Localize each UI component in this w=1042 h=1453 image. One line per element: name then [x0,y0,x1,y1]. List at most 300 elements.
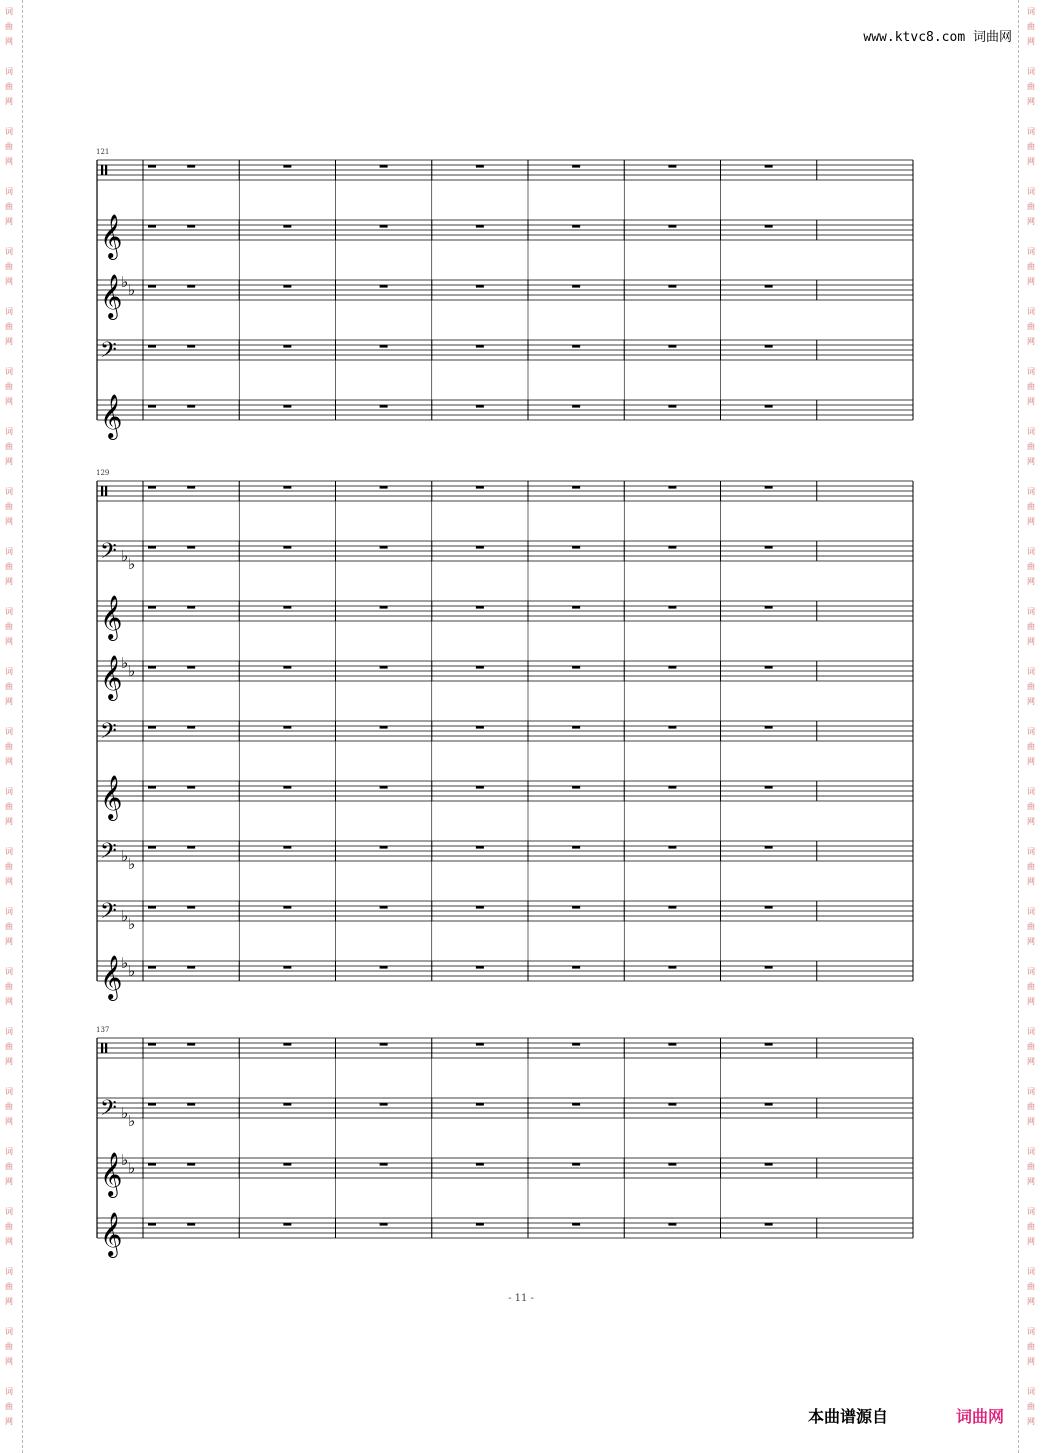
watermark-char: 曲 [5,982,13,991]
whole-rest [283,786,291,789]
whole-rest [148,285,156,288]
whole-rest [187,345,195,348]
whole-rest [148,666,156,669]
whole-rest [283,285,291,288]
watermark-char: 网 [1027,1177,1035,1186]
watermark-char: 曲 [5,1342,13,1351]
whole-rest [765,726,773,729]
whole-rest [380,1103,388,1106]
watermark-char: 词 [5,67,13,76]
watermark-char: 网 [5,1057,13,1066]
watermark-char: 网 [5,1357,13,1366]
treble-clef: 𝄞 [100,595,123,639]
watermark-char: 网 [5,37,13,46]
watermark-char: 网 [5,817,13,826]
watermark-char: 词 [5,487,13,496]
whole-rest [148,966,156,969]
watermark-char: 曲 [1027,922,1035,931]
watermark-char: 词 [1027,787,1035,796]
watermark-char: 曲 [5,922,13,931]
page-number: - 11 - [508,1293,534,1304]
watermark-char: 词 [5,667,13,676]
whole-rest [380,786,388,789]
watermark-char: 网 [1027,517,1035,526]
watermark-char: 词 [5,307,13,316]
watermark-char: 曲 [5,682,13,691]
watermark-char: 网 [1027,577,1035,586]
whole-rest [765,225,773,228]
key-signature-flat: ♭ [128,662,136,680]
watermark-char: 词 [5,1087,13,1096]
watermark-char: 曲 [5,1162,13,1171]
whole-rest [148,606,156,609]
whole-rest [572,405,580,408]
watermark-char: 网 [5,757,13,766]
watermark-char: 曲 [5,1102,13,1111]
whole-rest [668,1163,676,1166]
whole-rest [148,786,156,789]
watermark-char: 曲 [1027,682,1035,691]
site-url-link[interactable]: www.ktvc8.com [863,30,966,45]
whole-rest [187,405,195,408]
watermark-char: 词 [5,427,13,436]
whole-rest [148,906,156,909]
whole-rest [476,165,484,168]
treble-clef: 𝄞 [100,775,123,819]
watermark-char: 网 [5,157,13,166]
whole-rest [765,1043,773,1046]
whole-rest [668,1103,676,1106]
percussion-clef [105,165,107,175]
whole-rest [187,486,195,489]
watermark-char: 网 [1027,1417,1035,1426]
whole-rest [148,486,156,489]
whole-rest [572,546,580,549]
whole-rest [572,666,580,669]
whole-rest [187,966,195,969]
watermark-char: 网 [5,277,13,286]
bass-clef: 𝄢 [100,839,117,869]
watermark-char: 网 [5,1297,13,1306]
watermark-char: 网 [5,697,13,706]
watermark-char: 词 [1027,727,1035,736]
watermark-char: 词 [1027,1087,1035,1096]
watermark-char: 词 [5,1147,13,1156]
watermark-char: 网 [5,217,13,226]
whole-rest [668,606,676,609]
bass-clef: 𝄢 [100,1096,117,1126]
whole-rest [380,966,388,969]
whole-rest [765,666,773,669]
watermark-char: 曲 [5,82,13,91]
whole-rest [187,906,195,909]
watermark-char: 词 [1027,1267,1035,1276]
whole-rest [476,1043,484,1046]
whole-rest [148,1103,156,1106]
watermark-char: 曲 [1027,1342,1035,1351]
bass-clef: 𝄢 [100,338,117,368]
whole-rest [148,165,156,168]
watermark-char: 网 [1027,877,1035,886]
watermark-char: 曲 [1027,1102,1035,1111]
whole-rest [572,165,580,168]
watermark-char: 曲 [1027,142,1035,151]
whole-rest [668,165,676,168]
whole-rest [380,666,388,669]
watermark-char: 曲 [5,622,13,631]
watermark-char: 词 [5,1207,13,1216]
whole-rest [765,345,773,348]
watermark-char: 曲 [5,202,13,211]
site-name: 词曲网 [972,30,1012,45]
whole-rest [668,786,676,789]
watermark-char: 曲 [5,1402,13,1411]
watermark-char: 词 [5,187,13,196]
watermark-char: 曲 [1027,742,1035,751]
whole-rest [283,225,291,228]
watermark-char: 网 [5,997,13,1006]
watermark-char: 网 [1027,157,1035,166]
percussion-clef [105,1043,107,1053]
whole-rest [572,345,580,348]
whole-rest [476,486,484,489]
watermark-char: 网 [1027,1237,1035,1246]
whole-rest [476,606,484,609]
key-signature-flat: ♭ [121,954,129,972]
whole-rest [283,966,291,969]
whole-rest [380,606,388,609]
watermark-char: 曲 [1027,982,1035,991]
whole-rest [572,1223,580,1226]
bass-clef: 𝄢 [100,899,117,929]
watermark-char: 词 [1027,667,1035,676]
whole-rest [572,966,580,969]
watermark-char: 曲 [5,802,13,811]
watermark-char: 曲 [1027,202,1035,211]
whole-rest [765,966,773,969]
percussion-clef [105,486,107,496]
watermark-char: 词 [5,847,13,856]
whole-rest [572,606,580,609]
whole-rest [380,546,388,549]
whole-rest [148,1223,156,1226]
whole-rest [148,846,156,849]
watermark-char: 词 [1027,907,1035,916]
watermark-char: 网 [5,1237,13,1246]
whole-rest [668,966,676,969]
percussion-clef [101,486,103,496]
whole-rest [148,1163,156,1166]
whole-rest [572,1043,580,1046]
watermark-char: 曲 [5,442,13,451]
key-signature-flat: ♭ [128,915,136,933]
watermark-char: 网 [1027,937,1035,946]
watermark-char: 曲 [1027,862,1035,871]
whole-rest [668,405,676,408]
whole-rest [668,666,676,669]
watermark-char: 网 [1027,1057,1035,1066]
key-signature-flat: ♭ [121,654,129,672]
watermark-char: 网 [1027,817,1035,826]
whole-rest [187,786,195,789]
whole-rest [668,225,676,228]
watermark-char: 词 [5,907,13,916]
watermark-char: 网 [5,937,13,946]
whole-rest [187,846,195,849]
whole-rest [187,1043,195,1046]
percussion-clef [101,1043,103,1053]
whole-rest [572,786,580,789]
watermark-char: 网 [1027,997,1035,1006]
watermark-char: 网 [1027,337,1035,346]
watermark-char: 网 [5,877,13,886]
treble-clef: 𝄞 [100,1152,123,1196]
watermark-char: 曲 [5,1042,13,1051]
watermark-char: 词 [1027,1027,1035,1036]
watermark-char: 曲 [5,262,13,271]
watermark-char: 网 [1027,217,1035,226]
key-signature-flat: ♭ [121,1151,129,1169]
whole-rest [283,1043,291,1046]
whole-rest [476,225,484,228]
watermark-char: 曲 [1027,1402,1035,1411]
measure-number: 129 [96,469,110,477]
whole-rest [187,285,195,288]
whole-rest [380,165,388,168]
whole-rest [572,1163,580,1166]
key-signature-flat: ♭ [128,855,136,873]
treble-clef: 𝄞 [100,214,123,258]
key-signature-flat: ♭ [128,962,136,980]
watermark-char: 词 [5,967,13,976]
whole-rest [668,1043,676,1046]
whole-rest [148,546,156,549]
whole-rest [476,546,484,549]
footer-brand-link[interactable]: 词曲网 [956,1407,1005,1426]
key-signature-flat: ♭ [128,555,136,573]
whole-rest [283,546,291,549]
watermark-char: 词 [1027,367,1035,376]
watermark-char: 网 [1027,757,1035,766]
watermark-char: 词 [5,547,13,556]
watermark-char: 词 [5,1267,13,1276]
watermark-char: 网 [1027,37,1035,46]
key-signature-flat: ♭ [128,1112,136,1130]
watermark-char: 曲 [1027,442,1035,451]
whole-rest [187,726,195,729]
watermark-char: 网 [1027,397,1035,406]
whole-rest [380,846,388,849]
watermark-char: 词 [1027,967,1035,976]
whole-rest [668,726,676,729]
whole-rest [572,906,580,909]
watermark-char: 曲 [1027,1282,1035,1291]
treble-clef: 𝄞 [100,394,123,438]
watermark-char: 网 [5,397,13,406]
whole-rest [148,225,156,228]
watermark-char: 网 [1027,1117,1035,1126]
whole-rest [380,405,388,408]
watermark-char: 网 [5,1417,13,1426]
whole-rest [765,606,773,609]
watermark-char: 曲 [5,862,13,871]
watermark-char: 词 [1027,1207,1035,1216]
whole-rest [148,1043,156,1046]
whole-rest [380,345,388,348]
whole-rest [187,1103,195,1106]
watermark-char: 网 [5,97,13,106]
treble-clef: 𝄞 [100,955,123,999]
whole-rest [572,726,580,729]
whole-rest [765,165,773,168]
whole-rest [572,846,580,849]
whole-rest [283,1163,291,1166]
treble-clef: 𝄞 [100,1212,123,1256]
whole-rest [476,1103,484,1106]
whole-rest [476,846,484,849]
watermark-char: 曲 [5,742,13,751]
whole-rest [476,726,484,729]
watermark-char: 曲 [1027,1222,1035,1231]
watermark-char: 词 [5,1327,13,1336]
whole-rest [668,486,676,489]
whole-rest [148,345,156,348]
whole-rest [476,345,484,348]
whole-rest [572,1103,580,1106]
watermark-char: 曲 [1027,622,1035,631]
watermark-char: 词 [5,607,13,616]
key-signature-flat: ♭ [128,281,136,299]
watermark-char: 网 [1027,1357,1035,1366]
watermark-char: 曲 [5,502,13,511]
whole-rest [668,345,676,348]
whole-rest [380,225,388,228]
watermark-char: 网 [5,517,13,526]
whole-rest [476,405,484,408]
bass-clef: 𝄢 [100,719,117,749]
measure-number: 121 [96,148,110,156]
key-signature-flat: ♭ [121,547,129,565]
whole-rest [668,1223,676,1226]
whole-rest [765,1163,773,1166]
watermark-char: 网 [5,457,13,466]
footer-source-label: 本曲谱源自 [808,1407,889,1426]
watermark-char: 网 [1027,1297,1035,1306]
whole-rest [283,405,291,408]
watermark-char: 曲 [5,142,13,151]
whole-rest [668,906,676,909]
whole-rest [380,1043,388,1046]
watermark-char: 词 [5,367,13,376]
key-signature-flat: ♭ [121,907,129,925]
whole-rest [283,165,291,168]
whole-rest [187,606,195,609]
whole-rest [380,285,388,288]
whole-rest [380,726,388,729]
watermark-char: 网 [5,337,13,346]
key-signature-flat: ♭ [121,847,129,865]
whole-rest [380,906,388,909]
whole-rest [765,405,773,408]
whole-rest [187,165,195,168]
watermark-char: 曲 [1027,22,1035,31]
watermark-char: 网 [5,1177,13,1186]
key-signature-flat: ♭ [121,273,129,291]
whole-rest [668,846,676,849]
watermark-char: 词 [1027,1327,1035,1336]
whole-rest [283,726,291,729]
watermark-char: 曲 [1027,502,1035,511]
watermark-char: 网 [1027,637,1035,646]
percussion-clef [101,165,103,175]
whole-rest [668,546,676,549]
whole-rest [187,1223,195,1226]
whole-rest [765,285,773,288]
watermark-char: 词 [5,1027,13,1036]
watermark-char: 词 [1027,427,1035,436]
watermark-char: 词 [1027,1147,1035,1156]
whole-rest [668,285,676,288]
watermark-char: 曲 [1027,562,1035,571]
whole-rest [380,486,388,489]
whole-rest [148,726,156,729]
whole-rest [283,906,291,909]
whole-rest [765,846,773,849]
whole-rest [283,345,291,348]
watermark-char: 词 [1027,7,1035,16]
whole-rest [572,225,580,228]
watermark-char: 词 [1027,187,1035,196]
watermark-char: 词 [1027,487,1035,496]
watermark-char: 网 [5,637,13,646]
whole-rest [476,1223,484,1226]
watermark-char: 词 [1027,127,1035,136]
watermark-char: 词 [1027,847,1035,856]
whole-rest [765,786,773,789]
measure-number: 137 [96,1026,110,1034]
whole-rest [476,906,484,909]
watermark-char: 网 [1027,97,1035,106]
watermark-char: 网 [1027,277,1035,286]
watermark-char: 词 [5,1387,13,1396]
whole-rest [572,285,580,288]
key-signature-flat: ♭ [128,1159,136,1177]
watermark-char: 网 [1027,457,1035,466]
whole-rest [380,1223,388,1226]
watermark-char: 曲 [1027,82,1035,91]
watermark-char: 词 [1027,307,1035,316]
whole-rest [765,546,773,549]
watermark-char: 词 [1027,247,1035,256]
watermark-char: 曲 [5,322,13,331]
whole-rest [283,666,291,669]
whole-rest [148,405,156,408]
watermark-char: 曲 [1027,382,1035,391]
whole-rest [476,666,484,669]
whole-rest [283,1223,291,1226]
whole-rest [283,606,291,609]
watermark-char: 网 [1027,697,1035,706]
whole-rest [187,1163,195,1166]
watermark-char: 曲 [1027,1042,1035,1051]
watermark-char: 曲 [1027,802,1035,811]
watermark-char: 词 [1027,547,1035,556]
whole-rest [476,786,484,789]
whole-rest [765,1103,773,1106]
whole-rest [476,1163,484,1166]
whole-rest [765,486,773,489]
whole-rest [765,1223,773,1226]
